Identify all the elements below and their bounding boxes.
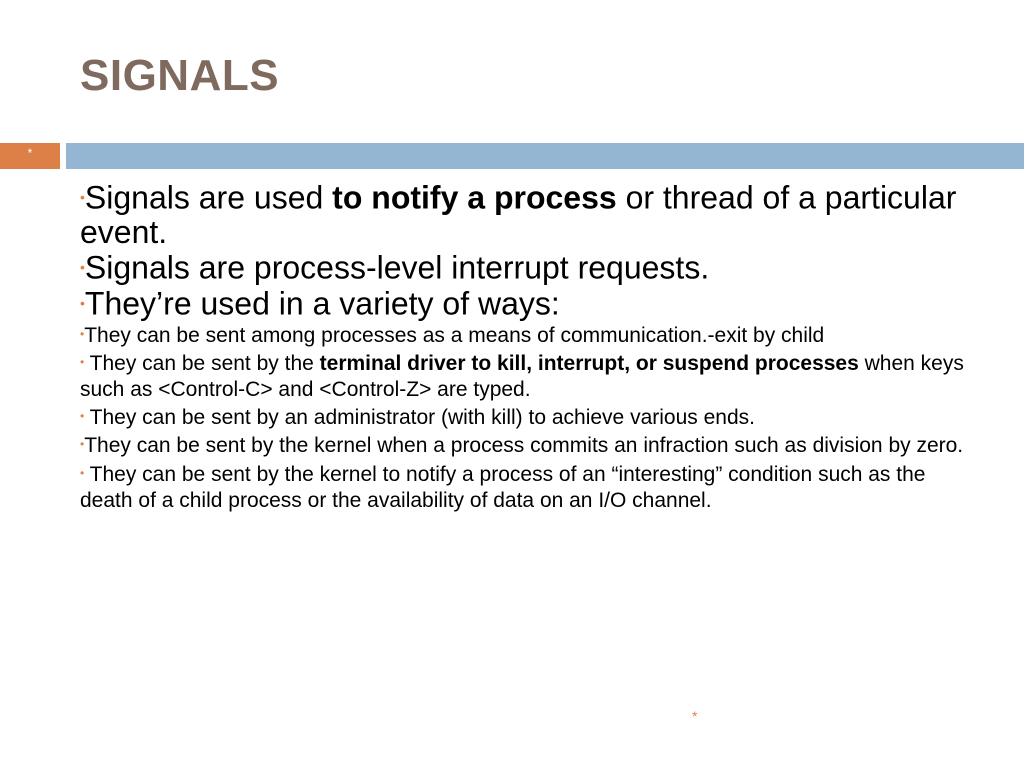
bullet-item	[80, 431, 975, 459]
bullet-text: They can be sent among processes as a means of communication.-exit by child	[84, 324, 825, 348]
bullet-marker: •	[80, 465, 85, 480]
bullet-emphasis: terminal driver to kill, interrupt, or suspend processes	[319, 352, 859, 376]
bullet-marker: •	[80, 437, 85, 452]
footer-marker: *	[692, 708, 698, 724]
bullet-marker: •	[80, 326, 85, 341]
bullet-marker: •	[80, 294, 85, 311]
slide-number: *	[27, 146, 33, 160]
bullet-text: when keys such as <Control-C> and <Control-Z> are typed.	[80, 352, 964, 402]
title-rule-bar	[66, 143, 1024, 169]
slide-title: SIGNALS	[80, 51, 280, 100]
bullet-text: They can be sent by the kernel to notify a process of an “interesting” condition such as the death of a child process or the availability of data on an I/O channel.	[80, 462, 926, 512]
bullet-item	[80, 286, 975, 321]
bullet-item	[80, 250, 975, 285]
bullet-text: They can be sent by the kernel when a process commits an infraction such as division by zero.	[84, 434, 964, 458]
bullet-marker: •	[80, 189, 85, 205]
bullet-text: Signals are used	[84, 179, 333, 216]
slide-content	[80, 180, 975, 514]
bullet-text: They can be sent by the	[84, 352, 320, 376]
bullet-item	[80, 180, 975, 250]
bullet-marker: •	[80, 259, 85, 276]
bullet-marker: •	[80, 409, 85, 424]
bullet-marker: •	[80, 355, 85, 370]
bullet-item	[80, 403, 975, 431]
bullet-text: They’re used in a variety of ways:	[84, 284, 560, 321]
bullet-item	[80, 349, 975, 403]
bullet-item	[80, 460, 975, 514]
bullet-emphasis: to notify a process	[332, 179, 617, 216]
bullet-text: They can be sent by an administrator (with kill) to achieve various ends.	[84, 406, 755, 430]
bullet-text: or thread of a particular event.	[80, 179, 957, 251]
bullet-item	[80, 321, 975, 349]
bullet-text: Signals are process-level interrupt requests.	[84, 249, 710, 286]
